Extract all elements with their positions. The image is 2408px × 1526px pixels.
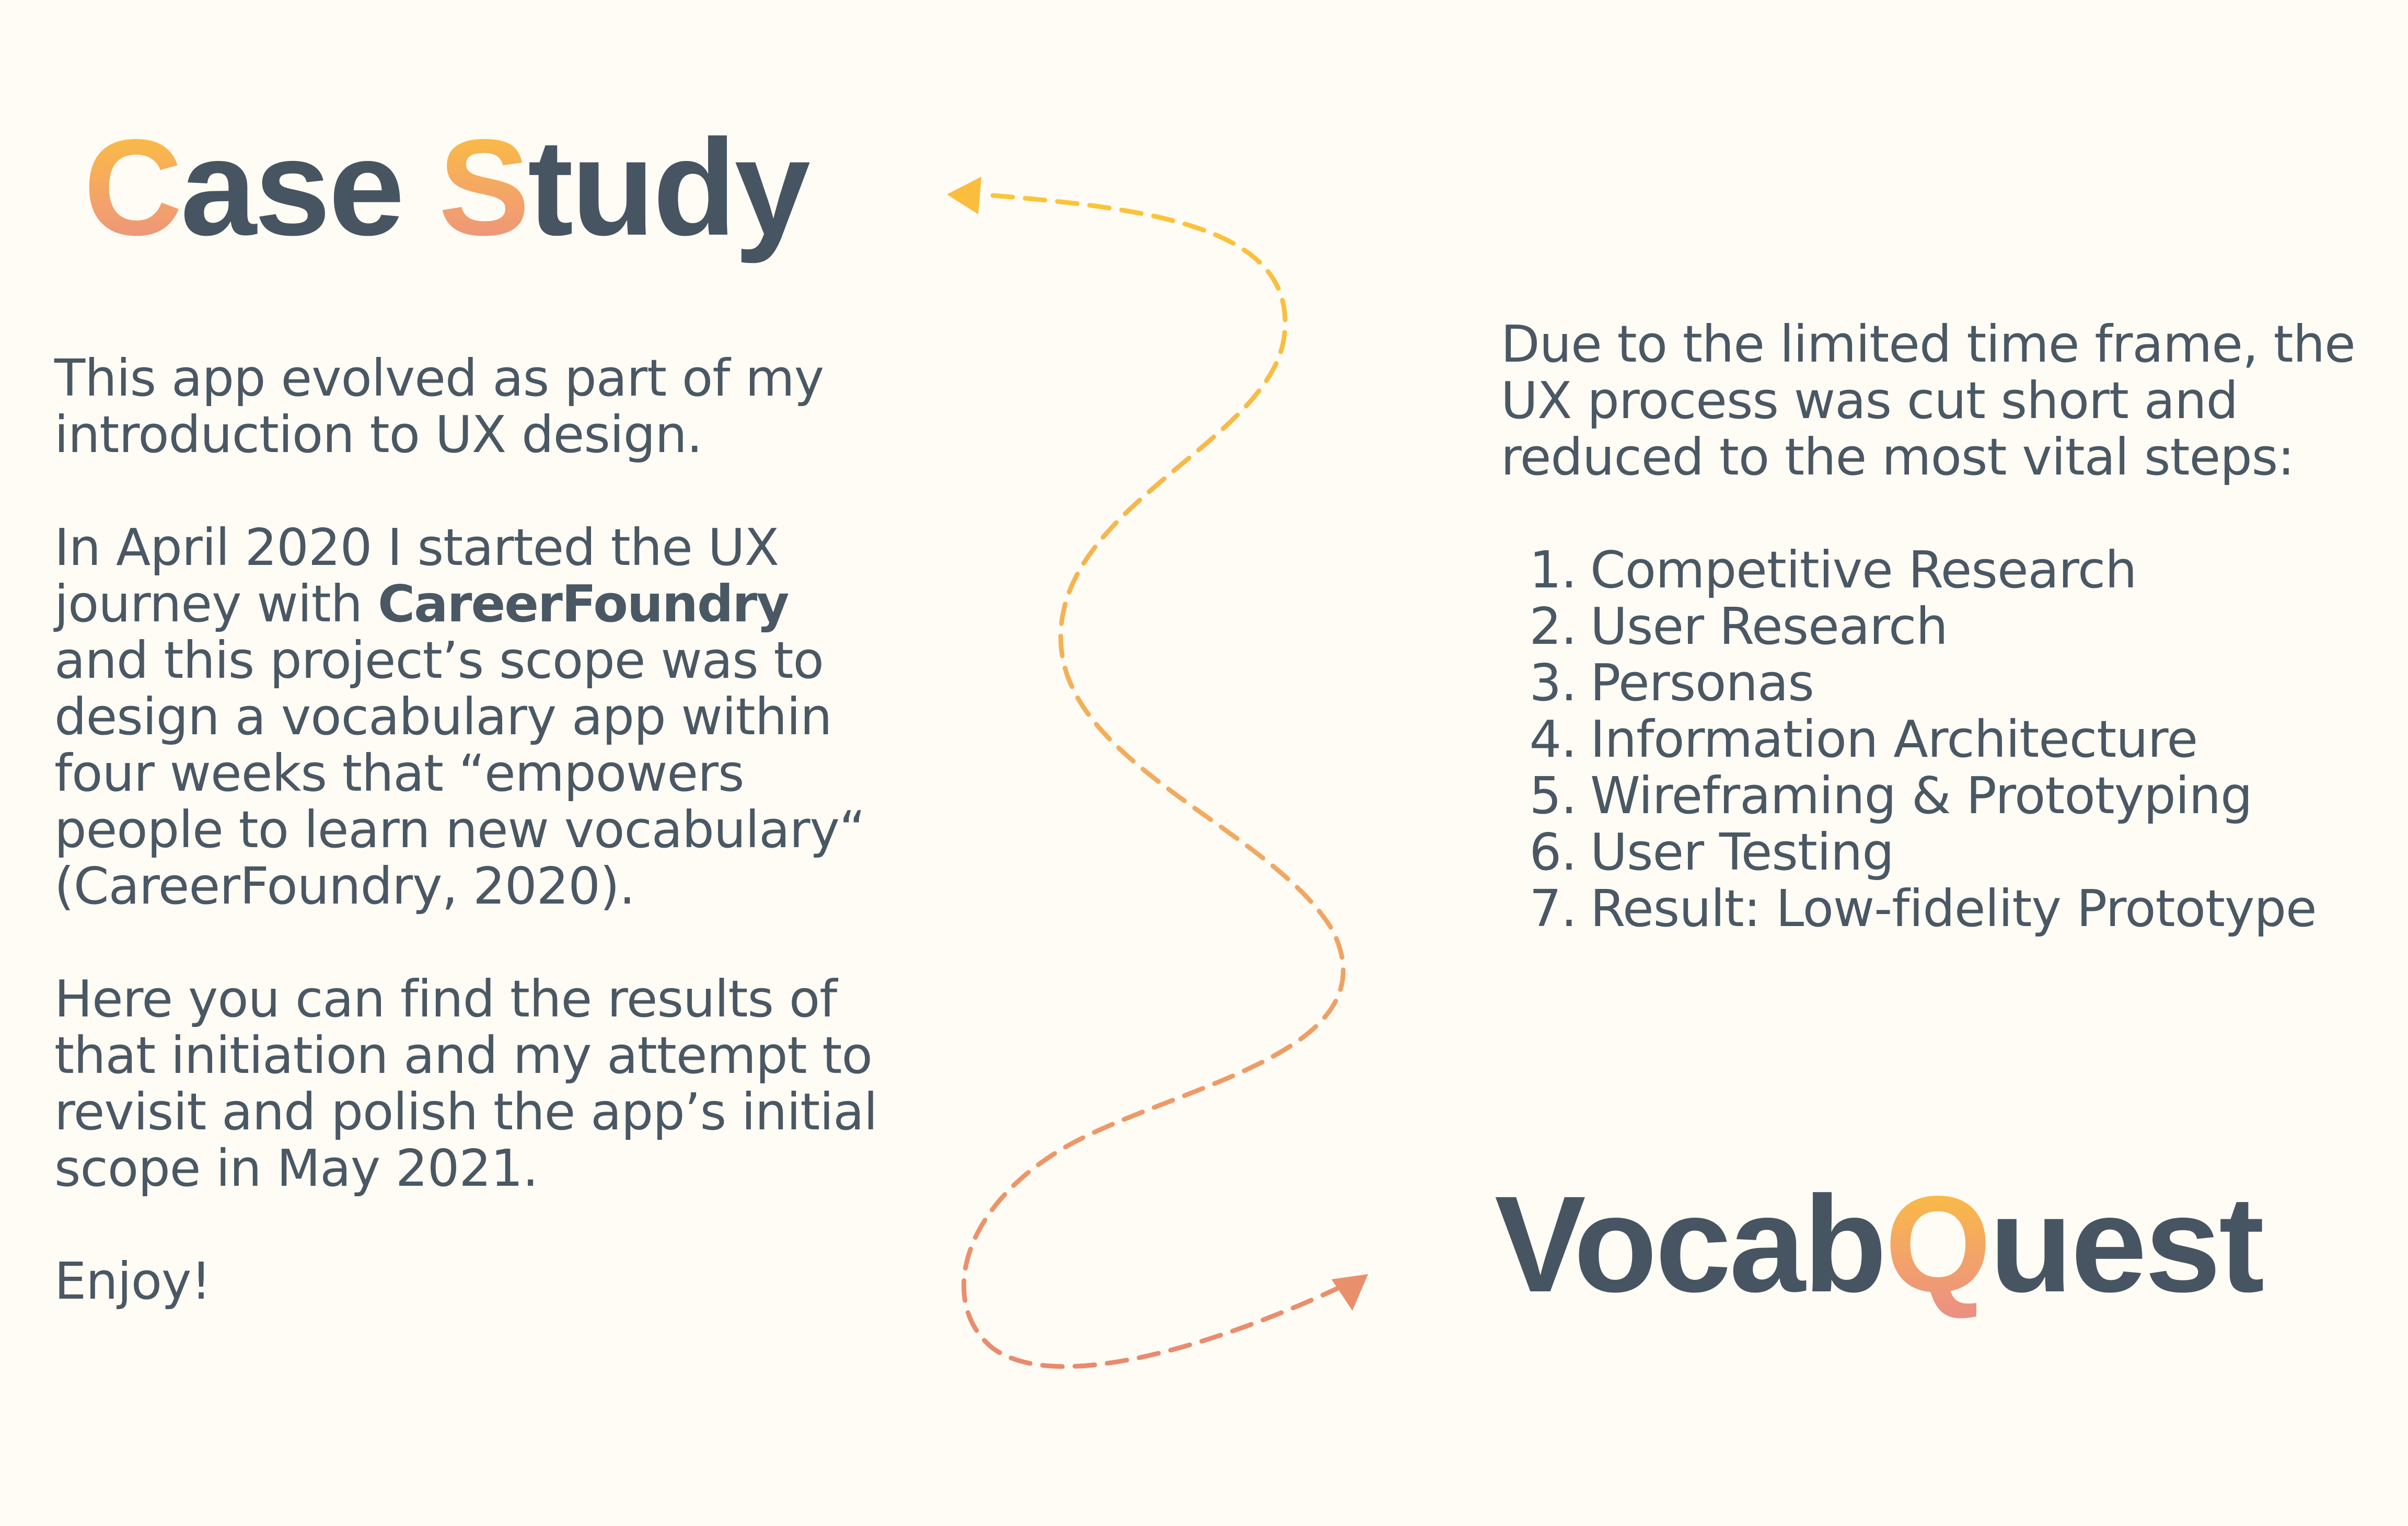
title-rest-ase: ase	[180, 111, 439, 264]
brand-accent-q: Q	[1884, 1167, 1989, 1321]
process-step	[1501, 768, 2363, 824]
step-number: 2.	[1529, 597, 1577, 656]
step-label: Information Architecture	[1590, 710, 2198, 769]
intro-text	[54, 350, 880, 1310]
vocabquest-logo	[1495, 1167, 2263, 1321]
brand-part-vocab: Vocab	[1495, 1167, 1885, 1321]
process-lead: Due to the limited time frame, the UX process was cut short and reduced to the most vital steps:	[1501, 315, 2355, 487]
intro-p2-before: In April 2020 I started the UX journey with	[54, 518, 779, 633]
step-number: 1.	[1529, 540, 1577, 599]
case-study-title	[84, 111, 808, 264]
step-number: 5.	[1529, 766, 1577, 825]
step-number: 6.	[1529, 823, 1577, 882]
process-step	[1501, 655, 2363, 711]
intro-paragraph-4: Enjoy!	[54, 1252, 211, 1311]
step-label: Competitive Research	[1590, 540, 2137, 599]
process-text	[1501, 316, 2363, 937]
arrowhead-start-icon	[947, 177, 981, 214]
process-steps-list	[1501, 542, 2363, 937]
title-initial-c: C	[84, 111, 181, 264]
brand-part-uest: uest	[1989, 1167, 2263, 1321]
process-step	[1501, 598, 2363, 655]
step-label: Personas	[1590, 653, 1814, 712]
title-initial-s: S	[438, 111, 528, 264]
arrowhead-end-icon	[1332, 1274, 1368, 1311]
careerfoundry-highlight: CareerFoundry	[377, 574, 789, 633]
intro-paragraph-1: This app evolved as part of my introduction to UX design.	[54, 349, 824, 464]
step-label: Wireframing & Prototyping	[1590, 766, 2252, 825]
step-label: User Research	[1590, 597, 1948, 656]
step-number: 4.	[1529, 710, 1577, 769]
step-number: 3.	[1529, 653, 1577, 712]
intro-paragraph-2	[54, 519, 880, 915]
title-rest-tudy: tudy	[527, 111, 808, 264]
step-label: Result: Low-fidelity Prototype	[1590, 879, 2317, 938]
step-number: 7.	[1529, 879, 1577, 938]
process-step	[1501, 881, 2363, 937]
process-step	[1501, 711, 2363, 768]
process-step	[1501, 824, 2363, 881]
intro-p2-after: and this project’s scope was to design a vocabulary app within four weeks that “empowers people to learn new vocabulary“ (CareerFoundry, 2020).	[54, 631, 865, 916]
step-label: User Testing	[1590, 823, 1894, 882]
dashed-path-line	[964, 195, 1343, 1367]
process-step	[1501, 542, 2363, 598]
intro-paragraph-3: Here you can find the results of that initiation and my attempt to revisit and polish the app’s initial scope in May 2021.	[54, 969, 877, 1198]
